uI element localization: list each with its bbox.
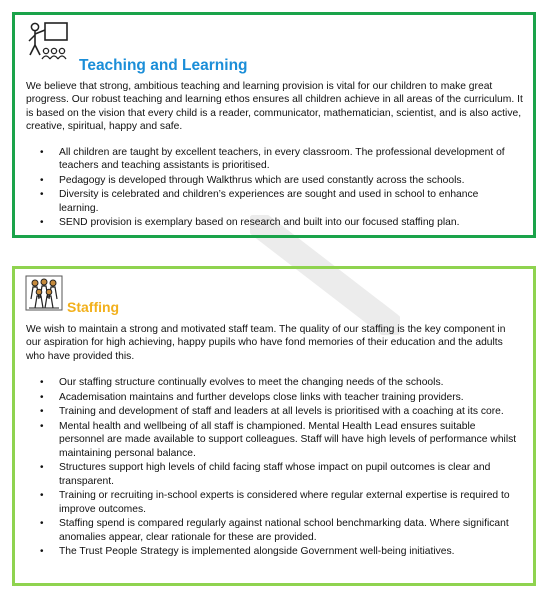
staffing-header	[15, 269, 533, 323]
list-item: • Staffing spend is compared regularly against national school benchmarking data. Where significant anomalies appear, clear rationale for these are provided.	[40, 518, 509, 543]
teaching-learning-panel	[12, 12, 536, 238]
bullet-marker: •	[40, 146, 44, 158]
teaching-header	[15, 15, 533, 80]
list-item: • Structures support high levels of child facing staff whose impact on pupil outcomes is clear and transparent.	[40, 462, 491, 487]
list-item: • Diversity is celebrated and children’s experiences are sought and used in school to enhance learning.	[40, 189, 479, 214]
bullet-marker: •	[40, 377, 44, 389]
teaching-title: Teaching and Learning	[79, 57, 248, 74]
teaching-points	[15, 146, 533, 230]
bullet-marker: •	[40, 406, 44, 418]
list-item: • Training and development of staff and leaders at all levels is prioritised with a coaching at its core.	[40, 406, 504, 418]
list-item: • Mental health and wellbeing of all staff is championed. Mental Health Lead ensures suitable personnel are made available to support colleagues. Staff will have high levels of performance whilst maintaining personal balance.	[40, 421, 517, 459]
bullet-marker: •	[40, 546, 44, 558]
bullet-marker: •	[40, 462, 44, 474]
staffing-panel	[12, 266, 536, 586]
staffing-intro: We wish to maintain a strong and motivated staff team. The quality of our staffing is the key component in our aspiration for high achieving, happy pupils who have fond memories of their education and the adults who have provided this.	[26, 324, 506, 362]
list-item: • Academisation maintains and further develops close links with teacher training providers.	[40, 391, 464, 403]
bullet-marker: •	[40, 217, 44, 229]
bullet-marker: •	[40, 189, 44, 201]
bullet-marker: •	[40, 391, 44, 403]
bullet-marker: •	[40, 518, 44, 530]
list-item: • Training or recruiting in-school experts is considered where regular external expertise is required to improve outcomes.	[40, 490, 510, 515]
list-item: • Our staffing structure continually evolves to meet the changing needs of the schools.	[40, 377, 444, 389]
bullet-marker: •	[40, 174, 44, 186]
bullet-marker: •	[40, 421, 44, 432]
list-item: • SEND provision is exemplary based on research and built into our focused staffing plan.	[40, 217, 460, 229]
staff-group-icon	[25, 275, 63, 315]
list-item: • All children are taught by excellent teachers, in every classroom. The professional development of teachers and teaching assistants is prioritised.	[40, 146, 505, 172]
list-item: • Pedagogy is developed through Walkthrus which are used constantly across the schools.	[40, 174, 465, 186]
bullet-marker: •	[40, 490, 44, 502]
teacher-at-board-icon	[25, 21, 71, 69]
teaching-intro: We believe that strong, ambitious teaching and learning provision is vital for our children to make great progress. Our robust teaching and learning ethos ensures all children achieve in all areas of the curriculum. It is based on the vision that every child is a reader, communicator, mathematician, scientist, and is also active, creative, spiritual, happy and safe.	[26, 81, 523, 133]
staffing-title: Staffing	[67, 299, 120, 315]
staffing-points	[15, 376, 533, 559]
list-item: • The Trust People Strategy is implemented alongside Government well-being initiatives.	[40, 546, 455, 558]
